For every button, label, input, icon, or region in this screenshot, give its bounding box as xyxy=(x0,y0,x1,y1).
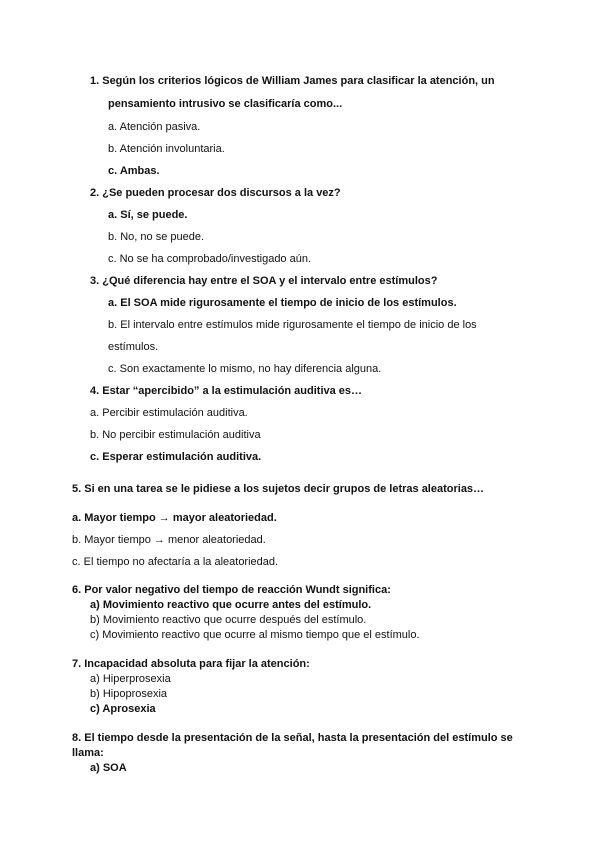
q4-option-b: b. No percibir estimulación auditiva xyxy=(90,429,261,441)
q4-option-c: c. Esperar estimulación auditiva. xyxy=(90,451,262,463)
q8-text-line1: 8. El tiempo desde la presentación de la señal, hasta la presentación del estímulo se xyxy=(72,732,513,744)
q6-option-c: c) Movimiento reactivo que ocurre al mismo tiempo que el estímulo. xyxy=(90,629,420,641)
q1-text-line2: pensamiento intrusivo se clasificaría como... xyxy=(108,98,343,110)
q6-option-a: a) Movimiento reactivo que ocurre antes del estímulo. xyxy=(90,599,372,611)
q1-option-b: b. Atención involuntaria. xyxy=(108,143,225,155)
q5-option-c: c. El tiempo no afectaría a la aleatoriedad. xyxy=(72,556,279,568)
q1-text-line1: 1. Según los criterios lógicos de William James para clasificar la atención, un xyxy=(90,75,495,87)
q6-text: 6. Por valor negativo del tiempo de reacción Wundt significa: xyxy=(72,584,391,596)
q3-option-c: c. Son exactamente lo mismo, no hay diferencia alguna. xyxy=(108,363,382,375)
q7-text: 7. Incapacidad absoluta para fijar la atención: xyxy=(72,658,310,670)
q5-option-b: b. Mayor tiempo → menor aleatoriedad. xyxy=(72,534,266,546)
q5-option-a: a. Mayor tiempo → mayor aleatoriedad. xyxy=(72,512,277,524)
q1-option-c: c. Ambas. xyxy=(108,165,160,177)
q8-text-line2: llama: xyxy=(72,747,104,759)
q3-option-a: a. El SOA mide rigurosamente el tiempo de inicio de los estímulos. xyxy=(108,297,457,309)
q7-option-c: c) Aprosexia xyxy=(90,703,156,715)
q8-option-a: a) SOA xyxy=(90,762,127,774)
q2-text: 2. ¿Se pueden procesar dos discursos a la vez? xyxy=(90,187,341,199)
q3-option-b-line1: b. El intervalo entre estímulos mide rigurosamente el tiempo de inicio de los xyxy=(108,319,477,331)
q1-option-a: a. Atención pasiva. xyxy=(108,121,201,133)
q5-text: 5. Si en una tarea se le pidiese a los sujetos decir grupos de letras aleatorias… xyxy=(72,483,485,495)
q6-option-b: b) Movimiento reactivo que ocurre después del estímulo. xyxy=(90,614,367,626)
q4-text: 4. Estar “apercibido” a la estimulación auditiva es… xyxy=(90,385,363,397)
q2-option-b: b. No, no se puede. xyxy=(108,231,205,243)
q7-option-b: b) Hipoprosexia xyxy=(90,688,168,700)
q2-option-c: c. No se ha comprobado/investigado aún. xyxy=(108,253,312,265)
q3-option-b-line2: estímulos. xyxy=(108,341,159,353)
q3-text: 3. ¿Qué diferencia hay entre el SOA y el intervalo entre estímulos? xyxy=(90,275,438,287)
q7-option-a: a) Hiperprosexia xyxy=(90,673,171,685)
q2-option-a: a. Sí, se puede. xyxy=(108,209,188,221)
q4-option-a: a. Percibir estimulación auditiva. xyxy=(90,407,248,419)
